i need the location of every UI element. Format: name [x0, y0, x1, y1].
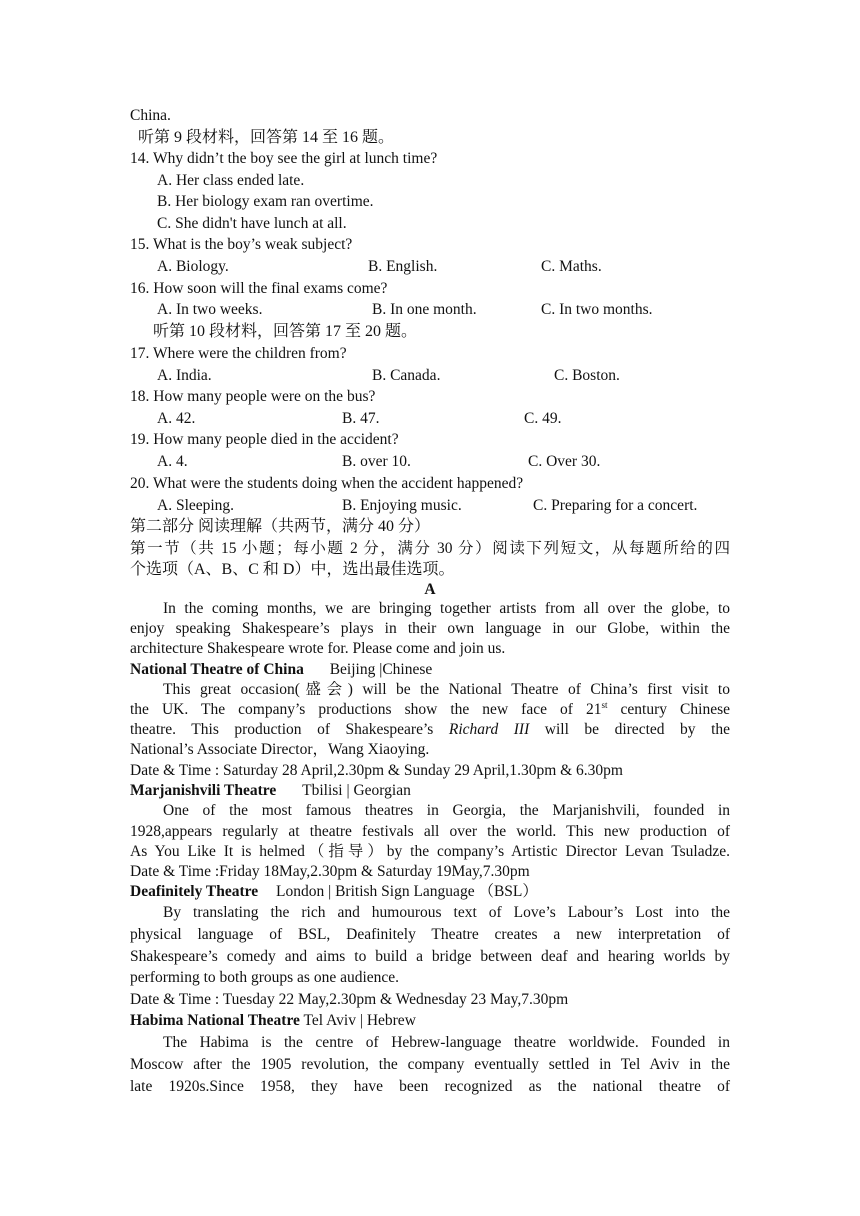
- intro-line1: In the coming months, we are bringing together artists from all over the globe, to: [163, 600, 730, 617]
- theatre-3-line4: performing to both groups as one audience.: [130, 969, 400, 986]
- option-16b: B. In one month.: [372, 301, 477, 318]
- question-16: 16. How soon will the final exams come?: [130, 280, 388, 297]
- theatre-4-line2: Moscow after the 1905 revolution, the company eventually settled in Tel Aviv in the: [130, 1056, 730, 1073]
- question-15: 15. What is the boy’s weak subject?: [130, 236, 353, 253]
- option-16c: C. In two months.: [541, 301, 653, 318]
- theatre-3-line2: physical language of BSL, Deafinitely Theatre creates a new interpretation of: [130, 926, 730, 943]
- option-20c: C. Preparing for a concert.: [533, 497, 698, 514]
- theatre-4-header: [130, 1011, 416, 1031]
- theatre-2-date: Date & Time :Friday 18May,2.30pm & Saturday 19May,7.30pm: [130, 863, 530, 880]
- theatre-4-line3: late 1920s.Since 1958, they have been recognized as the national theatre of: [130, 1078, 730, 1095]
- option-18b: B. 47.: [342, 410, 380, 427]
- continued-text: China.: [130, 107, 171, 124]
- question-17: 17. Where were the children from?: [130, 345, 347, 362]
- theatre-2-line1: One of the most famous theatres in Georgia, the Marjanishvili, founded in: [163, 802, 730, 819]
- play-title: Richard III: [448, 721, 530, 738]
- option-14b: B. Her biology exam ran overtime.: [157, 193, 374, 210]
- theatre-1-line3-a: theatre. This production of Shakespeare’s: [130, 721, 449, 738]
- theatre-3-line3: Shakespeare’s comedy and aims to build a bridge between deaf and hearing worlds by: [130, 948, 730, 965]
- theatre-4-line1: The Habima is the centre of Hebrew-language theatre worldwide. Founded in: [163, 1034, 730, 1051]
- option-20b: B. Enjoying music.: [342, 497, 462, 514]
- section-one-instruction-line1: 第一节（共 15 小题；每小题 2 分，满分 30 分）阅读下列短文，从每题所给的四: [130, 540, 730, 557]
- option-19c: C. Over 30.: [528, 453, 601, 470]
- option-18c: C. 49.: [524, 410, 562, 427]
- theatre-4-location: Tel Aviv | Hebrew: [299, 1012, 416, 1029]
- theatre-3-line1: By translating the rich and humourous text of Love’s Labour’s Lost into the: [163, 904, 730, 921]
- theatre-2-line2: 1928,appears regularly at theatre festivals all over the world. This new production of: [130, 823, 730, 840]
- section-instruction-10: 听第 10 段材料，回答第 17 至 20 题。: [153, 323, 418, 340]
- superscript: st: [601, 699, 608, 710]
- theatre-1-line3-b: will be directed by the: [529, 721, 731, 738]
- theatre-2-line3: As You Like It is helmed（指导）by the company’s Artistic Director Levan Tsuladze.: [130, 843, 730, 860]
- theatre-3-date: Date & Time : Tuesday 22 May,2.30pm & Wednesday 23 May,7.30pm: [130, 991, 569, 1008]
- theatre-1-line4: National’s Associate Director，Wang Xiaoying.: [130, 741, 430, 758]
- theatre-1-name: National Theatre of China: [130, 661, 304, 678]
- option-20a: A. Sleeping.: [157, 497, 235, 514]
- section-one-instruction-line2: 个选项（A、B、C 和 D）中，选出最佳选项。: [130, 561, 455, 578]
- question-19: 19. How many people died in the accident?: [130, 431, 399, 448]
- option-15a: A. Biology.: [157, 258, 229, 275]
- option-17c: C. Boston.: [554, 367, 620, 384]
- option-14c: C. She didn't have lunch at all.: [157, 215, 347, 232]
- theatre-4-name: Habima National Theatre: [130, 1012, 300, 1029]
- option-16a: A. In two weeks.: [157, 301, 263, 318]
- question-18: 18. How many people were on the bus?: [130, 388, 376, 405]
- option-14a: A. Her class ended late.: [157, 172, 305, 189]
- intro-line3: architecture Shakespeare wrote for. Please come and join us.: [130, 640, 506, 657]
- theatre-1-location: Beijing |Chinese: [329, 661, 433, 678]
- theatre-2-location: Tbilisi | Georgian: [302, 782, 411, 799]
- theatre-1-line1: This great occasion(盛会) will be the National Theatre of China’s first visit to: [163, 681, 730, 698]
- passage-label: A: [424, 581, 436, 598]
- section-instruction-9: 听第 9 段材料，回答第 14 至 16 题。: [138, 129, 395, 146]
- theatre-2-header: [130, 781, 411, 801]
- theatre-3-name: Deafinitely Theatre: [130, 883, 259, 900]
- option-15c: C. Maths.: [541, 258, 602, 275]
- theatre-1-line3: [130, 720, 730, 740]
- theatre-2-name: Marjanishvili Theatre: [130, 782, 277, 799]
- theatre-3-header: [130, 882, 538, 902]
- question-14: 14. Why didn’t the boy see the girl at lunch time?: [130, 150, 438, 167]
- question-20: 20. What were the students doing when the accident happened?: [130, 475, 524, 492]
- theatre-1-date: Date & Time : Saturday 28 April,2.30pm & Sunday 29 April,1.30pm & 6.30pm: [130, 762, 623, 779]
- option-18a: A. 42.: [157, 410, 196, 427]
- theatre-1-header: [130, 660, 432, 680]
- option-15b: B. English.: [368, 258, 438, 275]
- theatre-3-location: London | British Sign Language （BSL）: [276, 883, 538, 900]
- intro-line2: enjoy speaking Shakespeare’s plays in their own language in our Globe, within the: [130, 620, 730, 637]
- option-17b: B. Canada.: [372, 367, 441, 384]
- option-19a: A. 4.: [157, 453, 188, 470]
- theatre-1-line2-b: century Chinese: [607, 701, 730, 718]
- part-two-heading: 第二部分 阅读理解（共两节，满分 40 分）: [130, 518, 431, 535]
- option-17a: A. India.: [157, 367, 212, 384]
- option-19b: B. over 10.: [342, 453, 411, 470]
- theatre-1-line2: [130, 700, 730, 720]
- theatre-1-line2-a: the UK. The company’s productions show the new face of 21: [130, 701, 602, 718]
